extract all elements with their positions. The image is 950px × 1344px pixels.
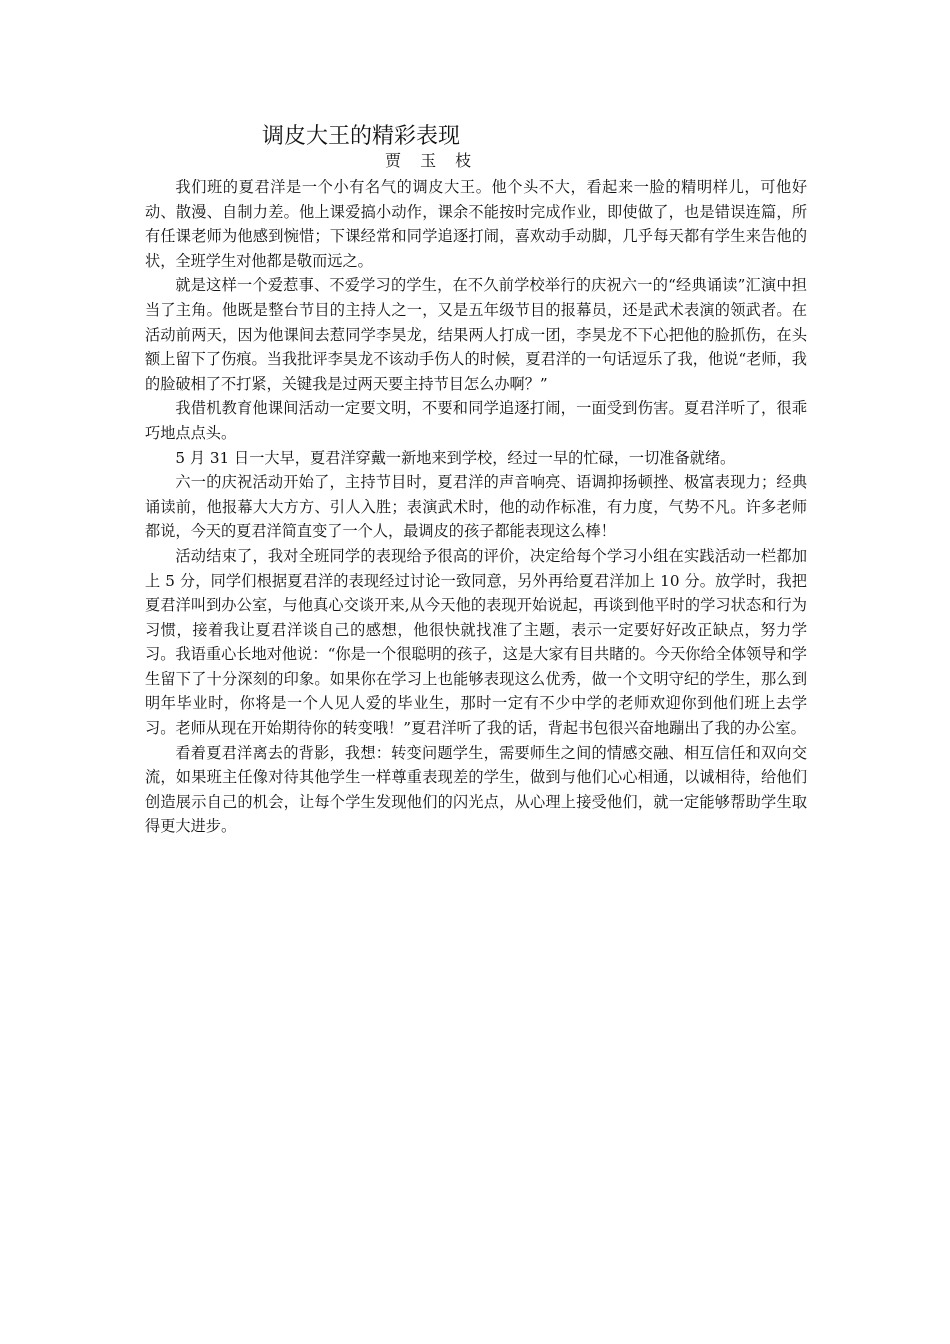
article-author: 贾 玉 枝 xyxy=(385,151,479,170)
article-body xyxy=(145,175,807,839)
paragraph-1: 我们班的夏君洋是一个小有名气的调皮大王。他个头不大，看起来一脸的精明样儿，可他好动、散漫、自制力差。他上课爱搞小动作，课余不能按时完成作业，即使做了，也是错误连篇，所有任课老师为他感到惋惜；下课经常和同学追逐打闹，喜欢动手动脚，几乎每天都有学生来告他的状，全班学生对他都是敬而远之。 xyxy=(145,178,807,270)
paragraph-5: 六一的庆祝活动开始了，主持节目时，夏君洋的声音响亮、语调抑扬顿挫、极富表现力；经典诵读前，他报幕大大方方、引人入胜；表演武术时，他的动作标准，有力度，气势不凡。许多老师都说，今天的夏君洋简直变了一个人，最调皮的孩子都能表现这么棒！ xyxy=(145,473,807,541)
paragraph-6: 活动结束了，我对全班同学的表现给予很高的评价，决定给每个学习小组在实践活动一栏都加上 5 分，同学们根据夏君洋的表现经过讨论一致同意，另外再给夏君洋加上 10 分。放学时，我把夏君洋叫到办公室，与他真心交谈开来,从今天他的表现开始说起，再谈到他平时的学习状态和行为习惯，接着我让夏君洋谈自己的感想，他很快就找准了主题，表示一定要好好改正缺点，努力学习。我语重心长地对他说：“你是一个很聪明的孩子，这是大家有目共睹的。今天你给全体领导和学生留下了十分深刻的印象。如果你在学习上也能够表现这么优秀，做一个文明守纪的学生，那么到明年毕业时，你将是一个人见人爱的毕业生，那时一定有不少中学的老师欢迎你到他们班上去学习。老师从现在开始期待你的转变哦！”夏君洋听了我的话，背起书包很兴奋地蹦出了我的办公室。 xyxy=(145,546,807,738)
paragraph-4: 5 月 31 日一大早，夏君洋穿戴一新地来到学校，经过一早的忙碌，一切准备就绪。 xyxy=(175,448,736,467)
paragraph-3: 我借机教育他课间活动一定要文明，不要和同学追逐打闹，一面受到伤害。夏君洋听了，很乖巧地点点头。 xyxy=(145,399,807,442)
paragraph-2: 就是这样一个爱惹事、不爱学习的学生，在不久前学校举行的庆祝六一的“经典诵读”汇演中担当了主角。他既是整台节目的主持人之一，又是五年级节目的报幕员，还是武术表演的领武者。在活动前两天，因为他课间去惹同学李昊龙，结果两人打成一团，李昊龙不下心把他的脸抓伤，在头额上留下了伤痕。当我批评李昊龙不该动手伤人的时候，夏君洋的一句话逗乐了我，他说“老师，我的脸破相了不打紧，关键我是过两天要主持节目怎么办啊？” xyxy=(145,276,807,393)
article-title: 调皮大王的精彩表现 xyxy=(262,124,461,149)
paragraph-7: 看着夏君洋离去的背影，我想：转变问题学生，需要师生之间的情感交融、相互信任和双向交流，如果班主任像对待其他学生一样尊重表现差的学生，做到与他们心心相通，以诚相待，给他们创造展示自己的机会，让每个学生发现他们的闪光点，从心理上接受他们，就一定能够帮助学生取得更大进步。 xyxy=(145,743,807,836)
